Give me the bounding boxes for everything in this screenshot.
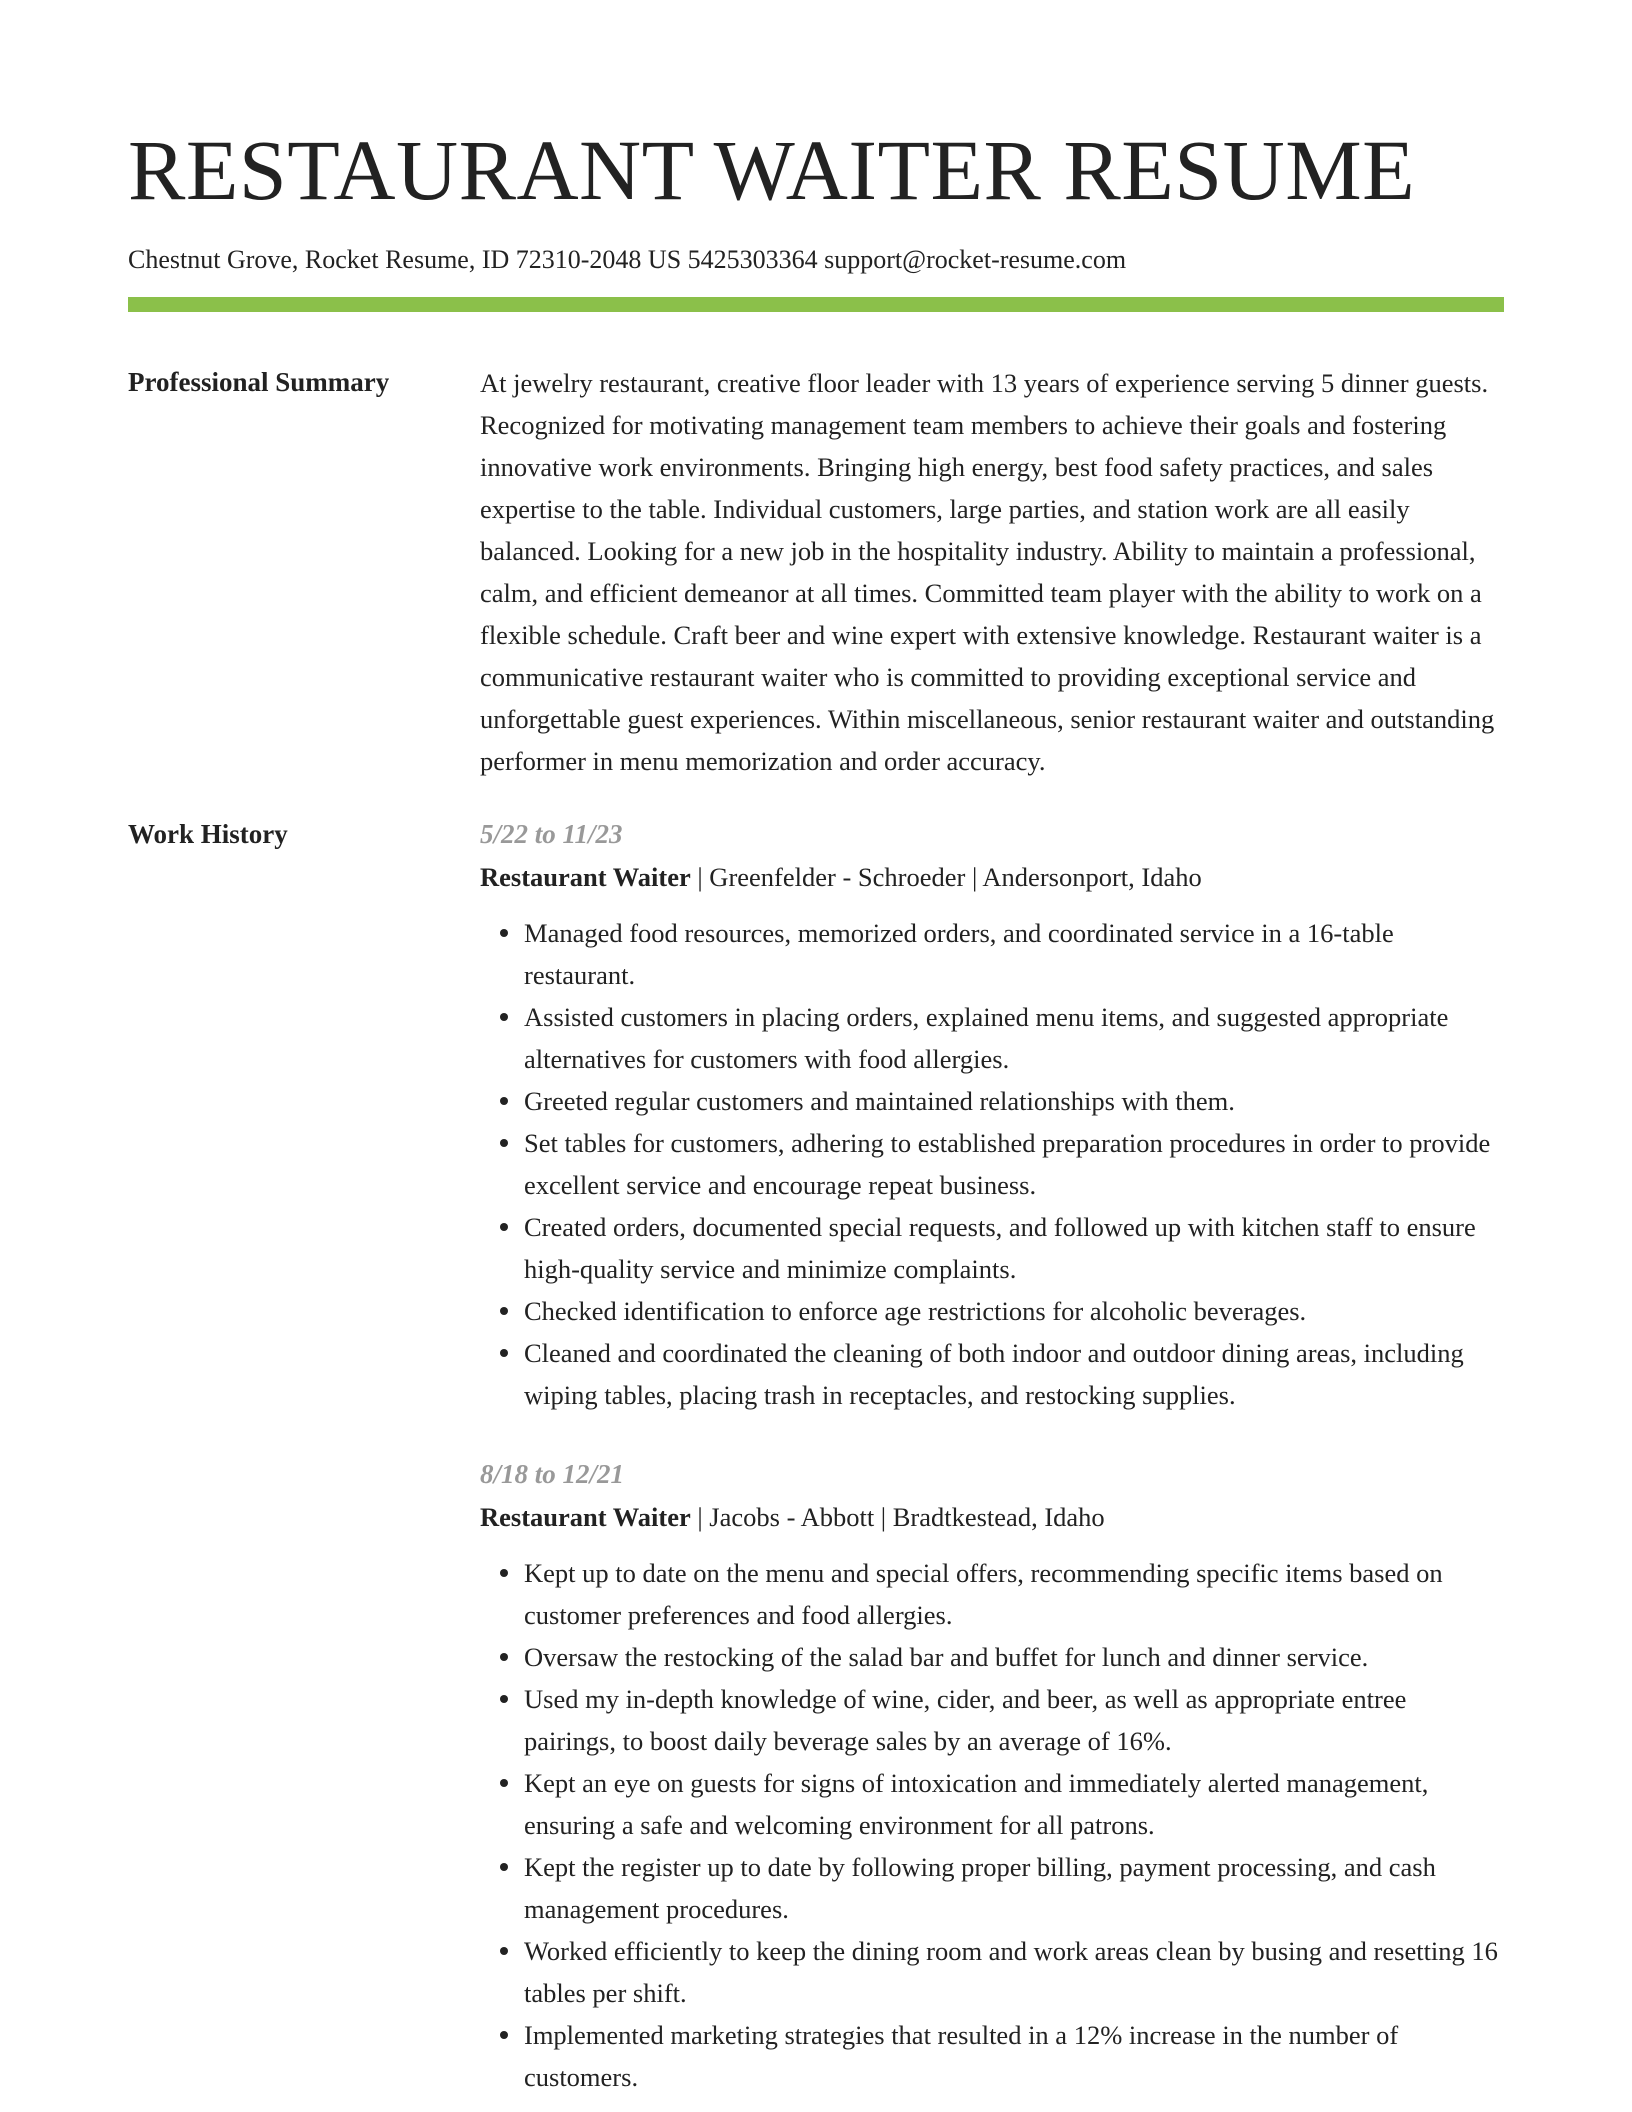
job-duty-item: Worked efficiently to keep the dining room and work areas clean by busing and resetting 16 tables per shift. xyxy=(524,1930,1504,2014)
work-history-section xyxy=(128,814,1504,2098)
job-duty-item: Set tables for customers, adhering to established preparation procedures in order to provide excellent service and encourage repeat business. xyxy=(524,1122,1504,1206)
work-history-list xyxy=(480,814,1504,2098)
job-entry xyxy=(480,814,1504,1416)
section-label-professional-summary: Professional Summary xyxy=(128,367,390,397)
job-duty-item: Used my in-depth knowledge of wine, cider, and beer, as well as appropriate entree pairings, to boost daily beverage sales by an average of 16%. xyxy=(524,1678,1504,1762)
job-duties-list xyxy=(480,912,1504,1416)
job-title: Restaurant Waiter xyxy=(480,862,691,892)
section-label-work-history: Work History xyxy=(128,819,288,849)
job-heading xyxy=(480,856,1504,898)
job-duty-item: Cleaned and coordinated the cleaning of both indoor and outdoor dining areas, including wiping tables, placing trash in receptacles, and restocking supplies. xyxy=(524,1332,1504,1416)
job-employer-location: | Jacobs - Abbott | Bradtkestead, Idaho xyxy=(690,1502,1105,1532)
job-duty-item: Kept up to date on the menu and special offers, recommending specific items based on customer preferences and food allergies. xyxy=(524,1552,1504,1636)
job-dates: 8/18 to 12/21 xyxy=(480,1459,625,1489)
job-dates: 5/22 to 11/23 xyxy=(480,819,623,849)
job-duty-item: Greeted regular customers and maintained relationships with them. xyxy=(524,1080,1504,1122)
job-duty-item: Assisted customers in placing orders, explained menu items, and suggested appropriate alternatives for customers with food allergies. xyxy=(524,996,1504,1080)
job-duty-item: Oversaw the restocking of the salad bar and buffet for lunch and dinner service. xyxy=(524,1636,1504,1678)
contact-line: Chestnut Grove, Rocket Resume, ID 72310-2048 US 5425303364 support@rocket-resume.com xyxy=(128,245,1127,274)
header-accent-rule xyxy=(128,297,1504,312)
professional-summary-section xyxy=(128,362,1504,782)
job-title: Restaurant Waiter xyxy=(480,1502,691,1532)
resume-title: RESTAURANT WAITER RESUME xyxy=(128,122,1416,218)
job-duties-list xyxy=(480,1552,1504,2098)
job-entry xyxy=(480,1454,1504,2098)
job-duty-item: Managed food resources, memorized orders, and coordinated service in a 16-table restaurant. xyxy=(524,912,1504,996)
job-duty-item: Kept the register up to date by following proper billing, payment processing, and cash management procedures. xyxy=(524,1846,1504,1930)
job-duty-item: Created orders, documented special requests, and followed up with kitchen staff to ensure high-quality service and minimize complaints. xyxy=(524,1206,1504,1290)
job-duty-item: Checked identification to enforce age restrictions for alcoholic beverages. xyxy=(524,1290,1504,1332)
job-employer-location: | Greenfelder - Schroeder | Andersonport, Idaho xyxy=(690,862,1202,892)
professional-summary-text: At jewelry restaurant, creative floor leader with 13 years of experience serving 5 dinner guests. Recognized for motivating management team members to achieve their goals and fostering innovative work environments. Bringing high energy, best food safety practices, and sales expertise to the table. Individual customers, large parties, and station work are all easily balanced. Looking for a new job in the hospitality industry. Ability to maintain a professional, calm, and efficient demeanor at all times. Committed team player with the ability to work on a flexible schedule. Craft beer and wine expert with extensive knowledge. Restaurant waiter is a communicative restaurant waiter who is committed to providing exceptional service and unforgettable guest experiences. Within miscellaneous, senior restaurant waiter and outstanding performer in menu memorization and order accuracy. xyxy=(480,368,1495,776)
job-duty-item: Kept an eye on guests for signs of intoxication and immediately alerted management, ensuring a safe and welcoming environment for all patrons. xyxy=(524,1762,1504,1846)
job-duty-item: Implemented marketing strategies that resulted in a 12% increase in the number of customers. xyxy=(524,2014,1504,2098)
job-heading xyxy=(480,1496,1504,1538)
